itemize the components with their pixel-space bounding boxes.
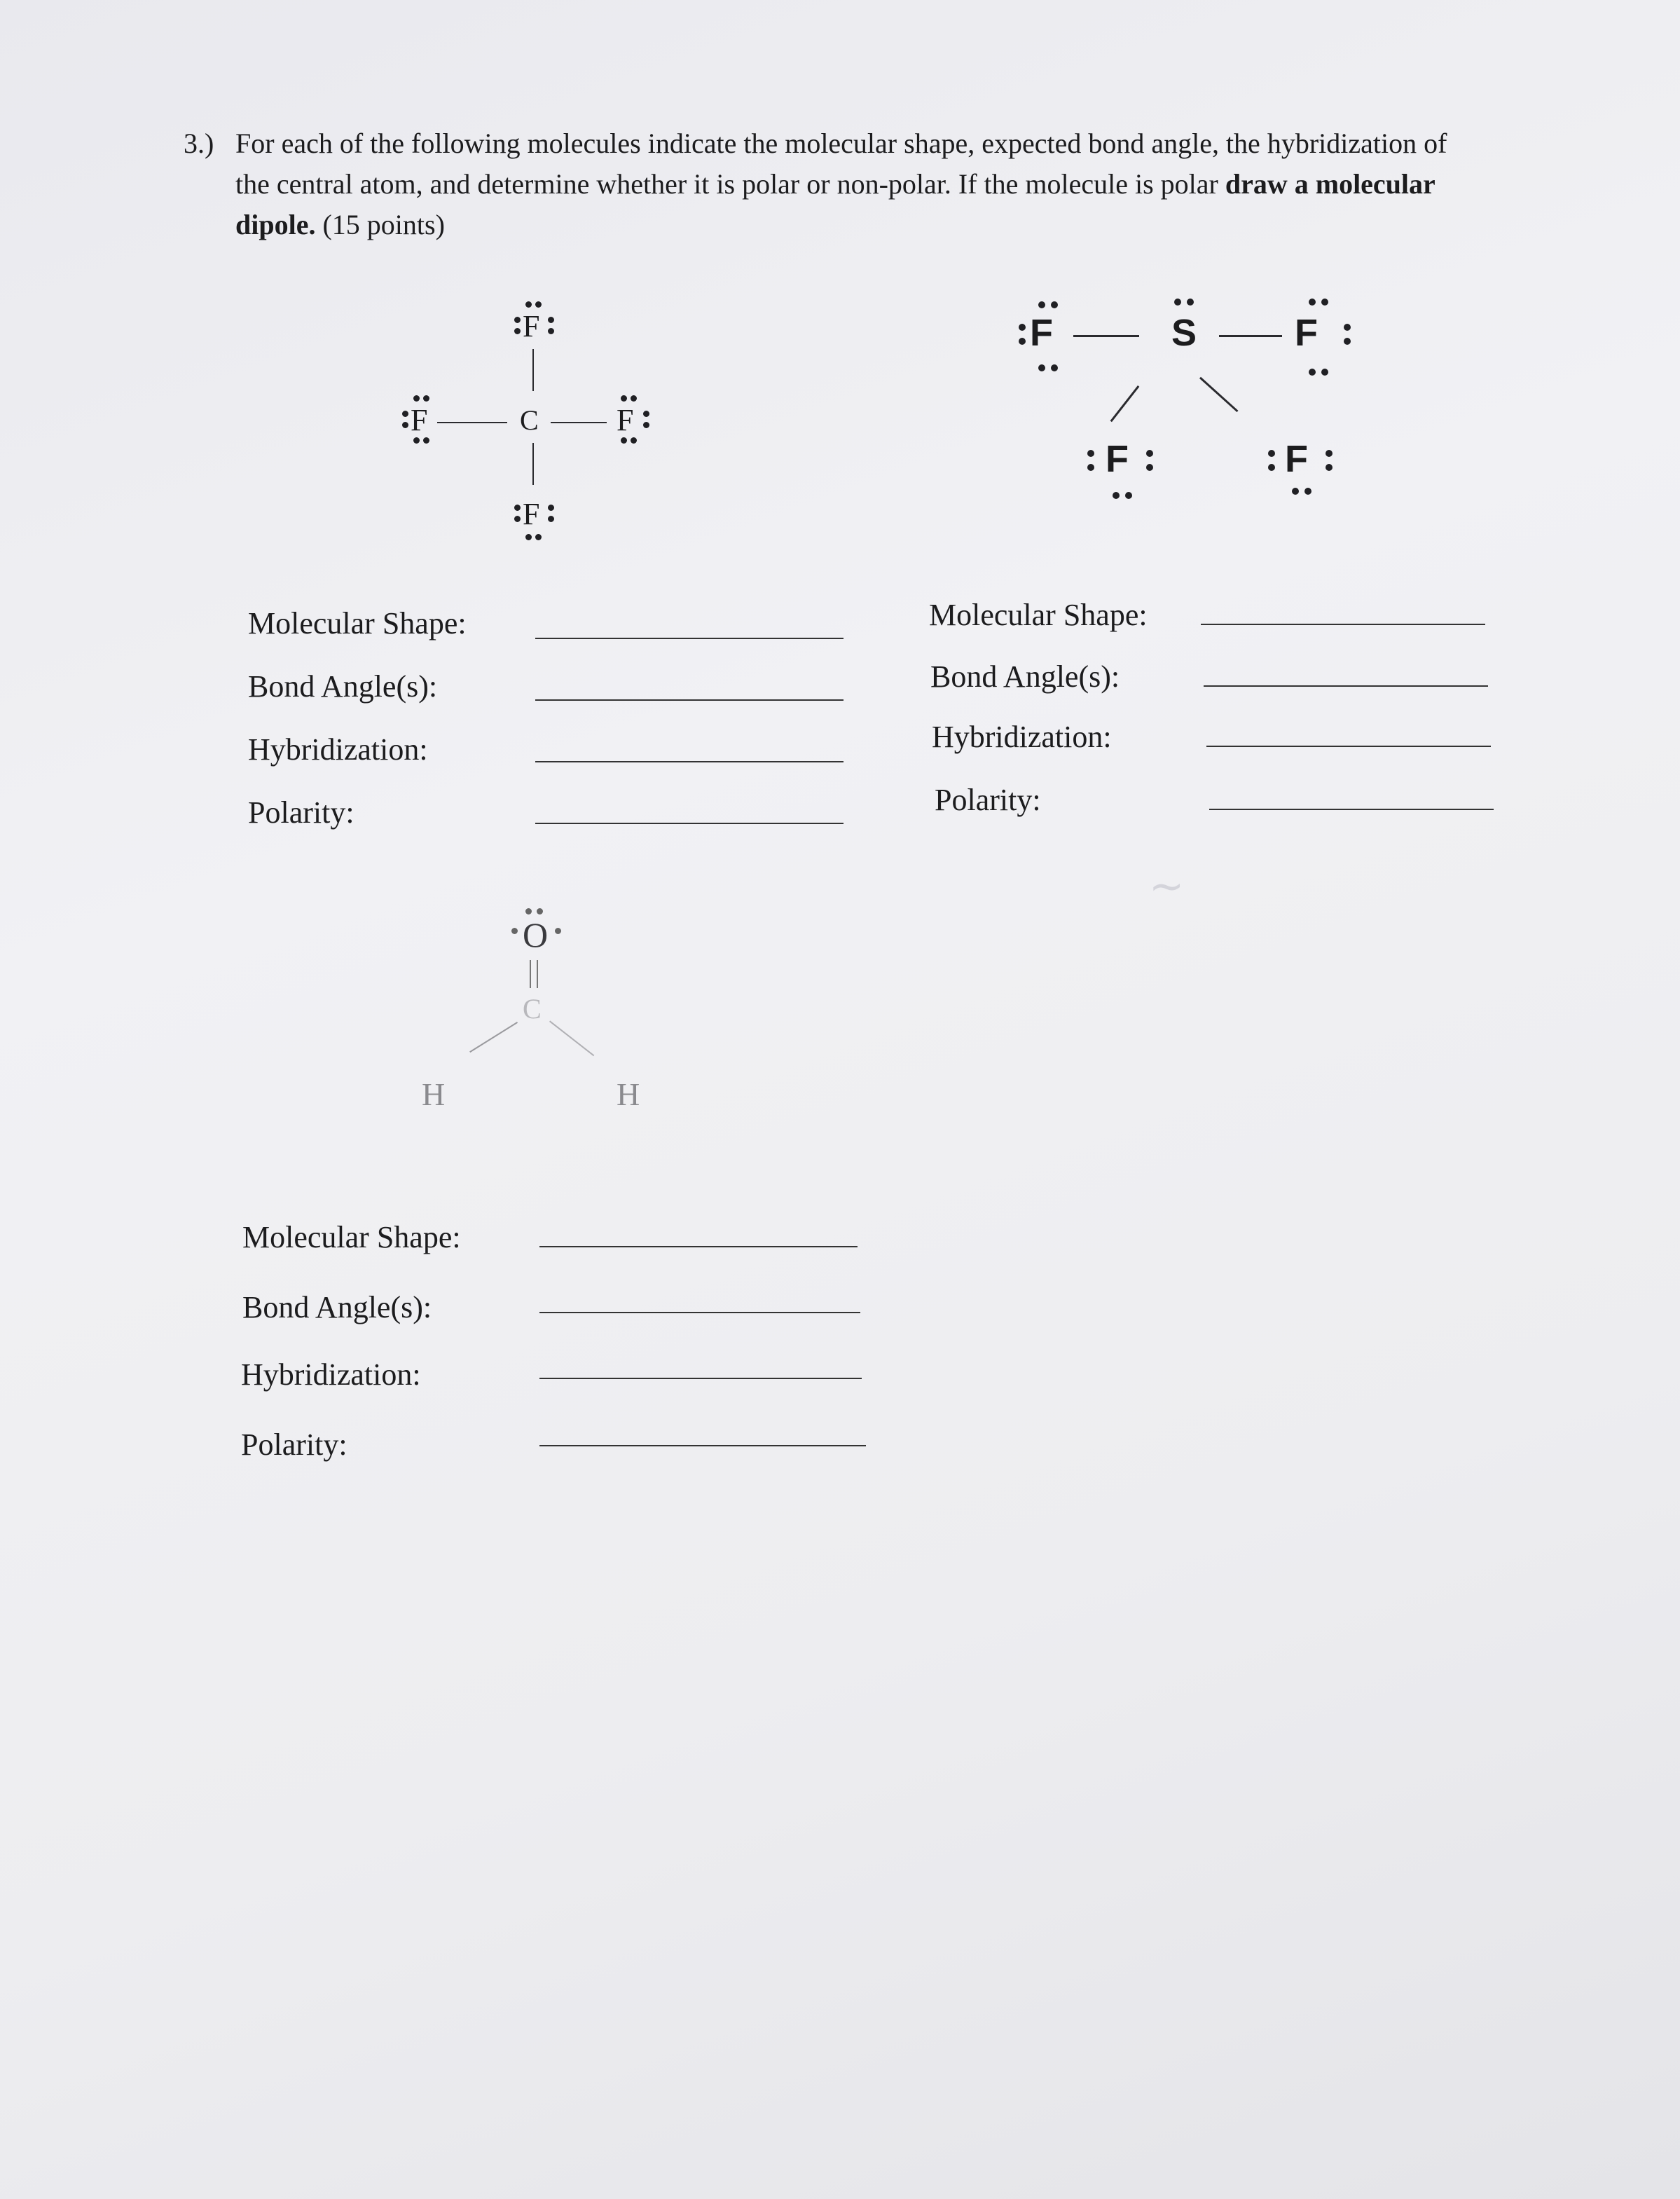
atom-c-center: C	[520, 404, 539, 436]
atom-o-top: O	[523, 915, 549, 954]
atom-f-left: F	[1030, 312, 1053, 354]
cf4-polarity-label: Polarity:	[248, 795, 354, 830]
bond-c-o-double-1	[530, 960, 531, 988]
bond-s-f-lower-right	[1199, 377, 1239, 412]
sf4-shape-label: Molecular Shape:	[929, 598, 1148, 632]
bond-c-o-double-2	[537, 960, 538, 988]
atom-c-center: C	[523, 993, 542, 1025]
bond-c-f-top	[532, 349, 534, 391]
atom-h-right: H	[617, 1076, 640, 1112]
h2co-hybrid-blank[interactable]	[539, 1378, 862, 1379]
question-text-end: (15 points)	[315, 209, 445, 240]
bond-s-f-left	[1073, 335, 1139, 337]
sf4-hybrid-blank[interactable]	[1206, 746, 1491, 747]
atom-h-left: H	[422, 1076, 446, 1112]
lewis-structure-sf4	[1009, 280, 1387, 519]
atom-f-right: F	[617, 403, 634, 437]
atom-f-bottom: F	[523, 497, 540, 531]
h2co-angle-blank[interactable]	[539, 1312, 860, 1313]
sf4-shape-blank[interactable]	[1201, 624, 1485, 625]
sf4-angle-label: Bond Angle(s):	[930, 659, 1120, 694]
lewis-structure-cf4	[392, 294, 687, 561]
cf4-hybrid-blank[interactable]	[535, 761, 844, 762]
atom-f-lower-right: F	[1285, 438, 1308, 480]
h2co-angle-label: Bond Angle(s):	[242, 1290, 432, 1324]
bond-c-h-left	[469, 1022, 518, 1053]
atom-f-left: F	[411, 403, 428, 437]
bond-c-f-right	[551, 422, 607, 423]
sf4-polarity-blank[interactable]	[1209, 809, 1494, 810]
bond-s-f-lower-left	[1110, 385, 1140, 422]
question-number: 3.)	[184, 128, 214, 159]
cf4-angle-blank[interactable]	[535, 699, 844, 701]
atom-f-lower-left: F	[1106, 438, 1129, 480]
cf4-angle-label: Bond Angle(s):	[248, 669, 438, 704]
bond-s-f-right	[1219, 335, 1282, 337]
h2co-shape-label: Molecular Shape:	[242, 1220, 461, 1254]
bond-c-f-bottom	[532, 443, 534, 485]
bleed-through-mark: ~	[1149, 862, 1185, 911]
lewis-structure-h2co	[406, 904, 673, 1121]
bond-c-h-right	[549, 1020, 594, 1056]
h2co-shape-blank[interactable]	[539, 1246, 858, 1247]
atom-f-right: F	[1295, 312, 1318, 354]
cf4-shape-label: Molecular Shape:	[248, 606, 467, 640]
sf4-angle-blank[interactable]	[1204, 685, 1488, 687]
sf4-hybrid-label: Hybridization:	[932, 720, 1112, 754]
question-prompt	[184, 123, 1487, 245]
atom-f-top: F	[523, 309, 540, 343]
sf4-polarity-label: Polarity:	[935, 783, 1041, 817]
cf4-hybrid-label: Hybridization:	[248, 732, 428, 767]
question-text-bold: draw a molecular dipole.	[235, 168, 1435, 240]
h2co-polarity-blank[interactable]	[539, 1445, 866, 1446]
h2co-polarity-label: Polarity:	[241, 1427, 347, 1462]
cf4-polarity-blank[interactable]	[535, 823, 844, 824]
atom-s-center: S	[1171, 312, 1197, 354]
bond-c-f-left	[437, 422, 507, 423]
h2co-hybrid-label: Hybridization:	[241, 1357, 421, 1392]
cf4-shape-blank[interactable]	[535, 638, 844, 639]
question-text: For each of the following molecules indicate the molecular shape, expected bond angle, the hybridization of the central atom, and determine whether it is polar or non-polar. If the molecule is polar	[235, 128, 1447, 200]
